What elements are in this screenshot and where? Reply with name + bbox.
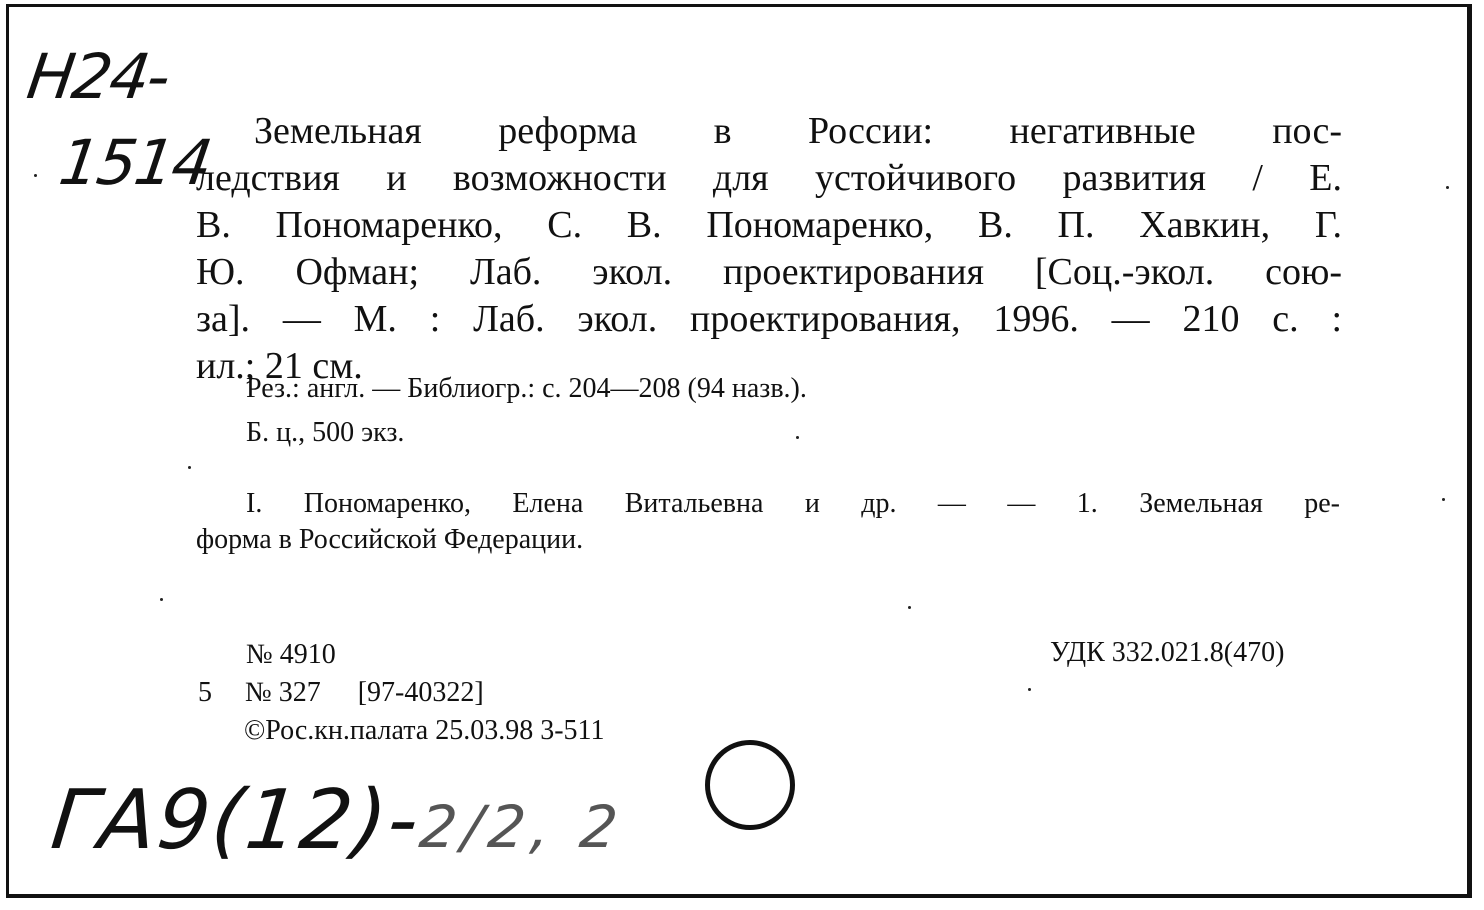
record-line-2 <box>198 676 484 710</box>
scan-speck <box>1442 498 1445 501</box>
scan-speck <box>1028 688 1031 691</box>
stamp-circle <box>705 740 795 830</box>
scan-speck <box>908 606 911 609</box>
record-code: [97-40322] <box>357 677 484 708</box>
entry-line-5: за]. — М. : Лаб. экол. проектирования, 1996. — 210 с. : <box>196 298 1342 340</box>
handwritten-shelfmark-top: Н24- <box>22 40 174 113</box>
handwritten-classification: ГА9(12)- <box>47 773 425 868</box>
subject-tracings <box>196 486 1340 558</box>
record-number: № 4910 <box>246 639 336 670</box>
price-note: Б. ц., 500 экз. <box>246 417 405 448</box>
subject-line-1: I. Пономаренко, Елена Витальевна и др. — — 1. Земельная ре- <box>246 488 1340 519</box>
scan-speck <box>796 436 799 439</box>
scan-speck <box>188 466 191 469</box>
entry-line-3: В. Пономаренко, С. В. Пономаренко, В. П. Хавкин, Г. <box>196 204 1342 246</box>
scan-speck <box>34 174 37 177</box>
record-number-2: № 327 <box>245 677 321 708</box>
imprint-line: ©Рос.кн.палата 25.03.98 3-511 <box>244 715 605 746</box>
summary-note: Рез.: англ. — Библиогр.: с. 204—208 (94 назв.). <box>246 373 807 404</box>
udk-code: УДК 332.021.8(470) <box>1050 637 1285 668</box>
entry-line-6: ил.; 21 см. <box>196 345 363 387</box>
entry-line-4: Ю. Офман; Лаб. экол. проектирования [Соц.-экол. сою- <box>196 251 1342 293</box>
bibliographic-description <box>196 108 1342 390</box>
handwritten-shelfmark-number: 1514 <box>54 126 215 199</box>
subject-line-2: форма в Российской Федерации. <box>196 524 584 555</box>
entry-line-1: Земельная реформа в России: негативные пос- <box>254 110 1342 152</box>
scan-speck <box>160 598 163 601</box>
handwritten-faint-note: 2/2, 2 <box>416 793 627 861</box>
scan-speck <box>1446 186 1449 189</box>
record-prefix: 5 <box>198 677 212 708</box>
entry-line-2: ледствия и возможности для устойчивого развития / Е. <box>196 157 1342 199</box>
